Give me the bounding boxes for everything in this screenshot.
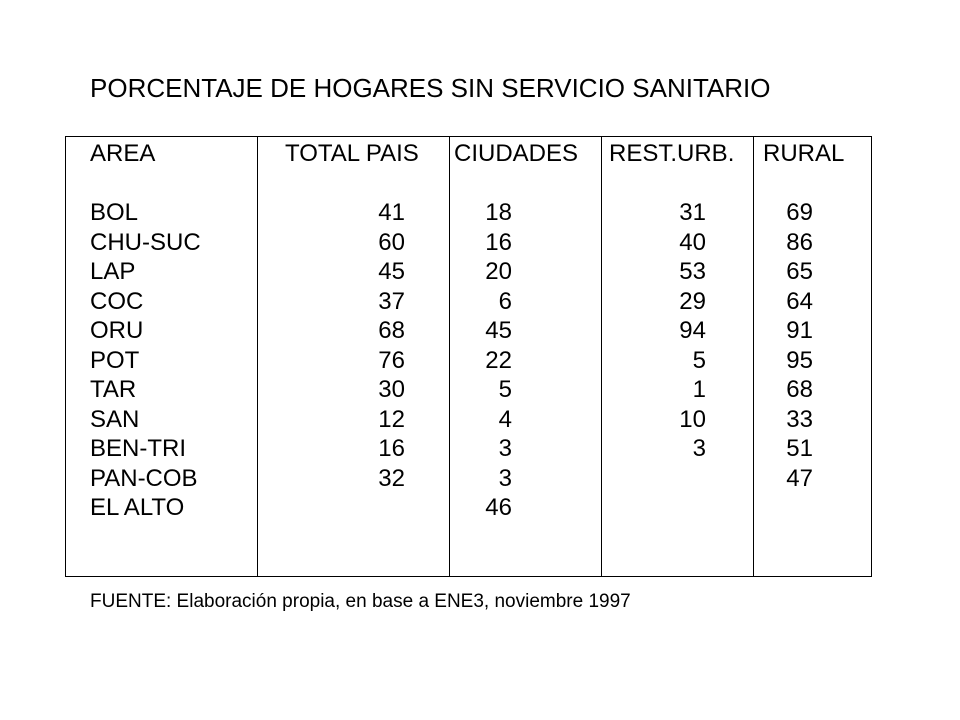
cell-area: CHU-SUC bbox=[90, 228, 201, 256]
header-ciudades: CIUDADES bbox=[454, 140, 579, 167]
cell-ciudades: 18 bbox=[485, 199, 512, 226]
cell-area: COC bbox=[90, 287, 144, 315]
cell-ciudades: 4 bbox=[498, 405, 512, 433]
header-rest-urb: REST.URB. bbox=[609, 140, 735, 167]
cell-rural: 68 bbox=[786, 376, 813, 403]
cell-rural: 65 bbox=[786, 258, 813, 285]
cell-area: SAN bbox=[90, 405, 140, 433]
cell-rural: 91 bbox=[786, 317, 813, 344]
cell-total-pais: 16 bbox=[378, 435, 405, 462]
cell-ciudades: 46 bbox=[485, 494, 512, 521]
cell-rest-urb: 31 bbox=[679, 199, 706, 226]
cell-ciudades: 16 bbox=[485, 228, 512, 256]
cell-total-pais: 76 bbox=[378, 346, 405, 374]
cell-area: POT bbox=[90, 346, 140, 374]
cell-rest-urb: 94 bbox=[679, 317, 706, 344]
page-title: PORCENTAJE DE HOGARES SIN SERVICIO SANITARIO bbox=[90, 73, 771, 103]
data-table bbox=[65, 136, 872, 577]
cell-area: LAP bbox=[90, 258, 136, 285]
cell-rest-urb: 53 bbox=[679, 258, 706, 285]
cell-total-pais: 37 bbox=[378, 287, 405, 315]
cell-rural: 86 bbox=[786, 228, 813, 256]
cell-rural: 33 bbox=[786, 405, 813, 433]
header-total-pais: TOTAL PAIS bbox=[285, 140, 419, 167]
column-divider bbox=[449, 137, 450, 576]
column-divider bbox=[753, 137, 754, 576]
cell-area: BEN-TRI bbox=[90, 435, 186, 462]
cell-total-pais: 45 bbox=[378, 258, 405, 285]
column-divider bbox=[601, 137, 602, 576]
cell-rest-urb: 5 bbox=[692, 346, 706, 374]
cell-total-pais: 12 bbox=[378, 405, 405, 433]
cell-total-pais: 60 bbox=[378, 228, 405, 256]
cell-area: PAN-COB bbox=[90, 464, 198, 492]
cell-rural: 51 bbox=[786, 435, 813, 462]
cell-ciudades: 20 bbox=[485, 258, 512, 285]
cell-total-pais: 30 bbox=[378, 376, 405, 403]
column-divider bbox=[257, 137, 258, 576]
cell-rest-urb: 3 bbox=[692, 435, 706, 462]
cell-rural: 47 bbox=[786, 464, 813, 492]
cell-area: BOL bbox=[90, 199, 139, 226]
cell-area: TAR bbox=[90, 376, 137, 403]
cell-rural: 69 bbox=[786, 199, 813, 226]
cell-rest-urb: 1 bbox=[692, 376, 706, 403]
cell-area: ORU bbox=[90, 317, 144, 344]
cell-ciudades: 5 bbox=[498, 376, 512, 403]
cell-rural: 64 bbox=[786, 287, 813, 315]
cell-rural: 95 bbox=[786, 346, 813, 374]
cell-ciudades: 22 bbox=[485, 346, 512, 374]
cell-rest-urb: 40 bbox=[679, 228, 706, 256]
header-rural: RURAL bbox=[763, 140, 845, 167]
cell-total-pais: 68 bbox=[378, 317, 405, 344]
cell-rest-urb: 10 bbox=[679, 405, 706, 433]
cell-ciudades: 45 bbox=[485, 317, 512, 344]
cell-rest-urb: 29 bbox=[679, 287, 706, 315]
cell-area: EL ALTO bbox=[90, 494, 185, 521]
source-note: FUENTE: Elaboración propia, en base a ENE3, noviembre 1997 bbox=[90, 591, 631, 612]
cell-total-pais: 32 bbox=[378, 464, 405, 492]
cell-total-pais: 41 bbox=[378, 199, 405, 226]
cell-ciudades: 3 bbox=[498, 464, 512, 492]
cell-ciudades: 6 bbox=[498, 287, 512, 315]
header-area: AREA bbox=[90, 140, 156, 167]
cell-ciudades: 3 bbox=[498, 435, 512, 462]
